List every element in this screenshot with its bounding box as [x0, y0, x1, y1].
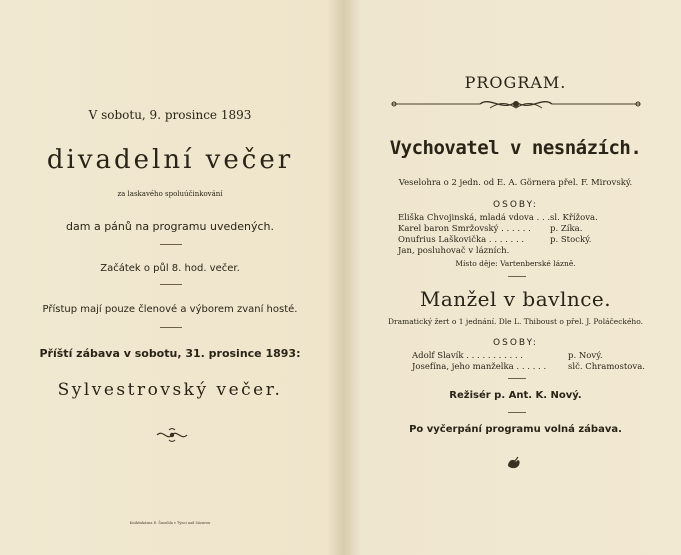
left-page: [0, 0, 340, 555]
play2-cast-heading: OSOBY:: [493, 338, 538, 348]
cast-row: Onufrius Laškovička . . . . . . . p. Stocký.: [398, 235, 592, 245]
program-heading: PROGRAM.: [464, 73, 567, 92]
right-page: [350, 0, 681, 555]
director-line: Režisér p. Ant. K. Nový.: [449, 390, 582, 401]
start-time: Začátek o půl 8. hod. večer.: [100, 263, 240, 274]
divider: [160, 284, 182, 285]
event-title: divadelní večer: [46, 145, 294, 175]
divider: [508, 412, 526, 413]
play1-cast-list: [398, 213, 598, 257]
cast-row: Karel baron Smržovský . . . . . . p. Zíka.: [398, 224, 583, 234]
divider: [160, 327, 182, 328]
cast-row: Adolf Slavík . . . . . . . . . . . p. Nový.: [412, 351, 603, 361]
play1-subtitle: Veselohra o 2 jedn. od E. A. Görnera přel. F. Mirovský.: [398, 178, 633, 188]
ornament-divider-icon: [390, 96, 642, 112]
fleuron-icon: [155, 427, 189, 443]
play2-title: Manžel v bavlnce.: [419, 287, 612, 311]
printer-imprint: Knihtiskárna E. Šnoubla v Týnci nad Sázavou: [129, 521, 211, 525]
play2-subtitle: Dramatický žert o 1 jednání. Dle L. Thiboust o přel. J. Poláčeckého.: [388, 317, 643, 326]
cast-row: Eliška Chvojinská, mladá vdova . . .sl. Křížova.: [398, 213, 598, 223]
access-note: Přístup mají pouze členové a výborem zvaní hosté.: [42, 304, 298, 315]
cooperation-line: za laskavého spoluúčinkování: [117, 190, 223, 198]
divider: [508, 276, 526, 277]
next-event: Příští zábava v sobotu, 31. prosince 1893:: [39, 347, 301, 360]
date-line: V sobotu, 9. prosince 1893: [88, 108, 252, 122]
play2-cast-list: [412, 351, 645, 373]
play1-cast-heading: OSOBY:: [493, 200, 538, 210]
divider: [160, 244, 182, 245]
divider: [508, 378, 526, 379]
play1-title: Vychovatel v nesnázích.: [389, 137, 642, 159]
cast-row: Jan, posluhovač v lázních.: [398, 246, 510, 256]
play1-place: Místo děje: Vartenberské lázně.: [455, 259, 576, 268]
cast-row: Josefína, jeho manželka . . . . . . slč. Chramostova.: [412, 362, 645, 372]
next-event-title: Sylvestrovský večer.: [57, 380, 283, 400]
ladies-line: dam a pánů na programu uvedených.: [66, 220, 274, 233]
hand-fleuron-icon: [506, 456, 522, 470]
closing-line: Po vyčerpání programu volná zábava.: [409, 424, 622, 435]
